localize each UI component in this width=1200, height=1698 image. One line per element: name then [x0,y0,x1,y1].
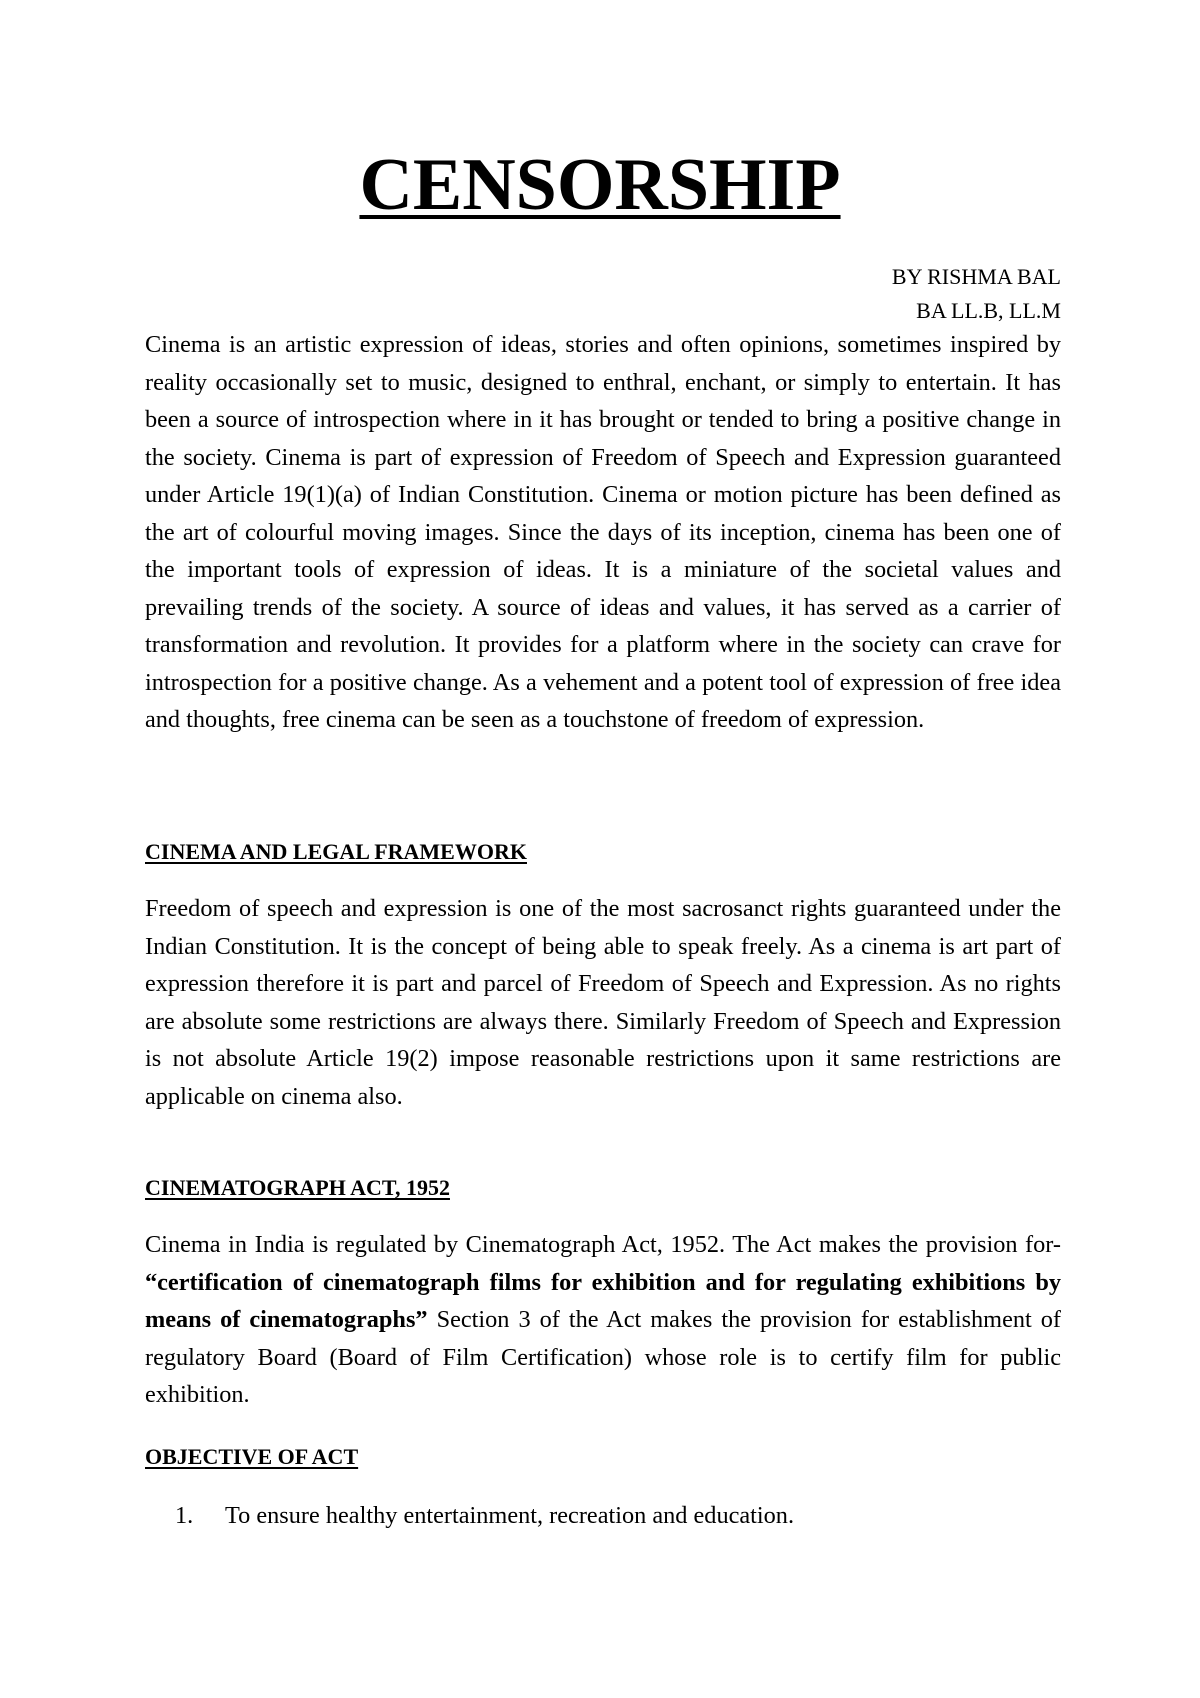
act-quote: “certification of cinematograph films for exhibition and for regulating exhibitions by means of cinematographs” [145,1268,1061,1333]
objectives-list [175,1497,1055,1535]
list-item-number: 1. [175,1502,194,1529]
intro-paragraph: Cinema is an artistic expression of ideas, stories and often opinions, sometimes inspired by reality occasionally set to music, designed to enthral, enchant, or simply to entertain. It has been a source of introspection where in it has brought or tended to bring a positive change in the society. Cinema is part of expression of Freedom of Speech and Expression guaranteed under Article 19(1)(a) of Indian Constitution. Cinema or motion picture has been defined as the art of colourful moving images. Since the days of its inception, cinema has been one of the important tools of expression of ideas. It is a miniature of the societal values and prevailing trends of the society. A source of ideas and values, it has served as a carrier of transformation and revolution. It provides for a platform where in the society can crave for introspection for a positive change. As a vehement and a potent tool of expression of free idea and thoughts, free cinema can be seen as a touchstone of freedom of expression. [145,331,1061,733]
heading-cinematograph-act: CINEMATOGRAPH ACT, 1952 [145,1175,450,1200]
list-item [175,1497,1055,1535]
heading-objective: OBJECTIVE OF ACT [145,1444,359,1469]
author-degrees: BA LL.B, LL.M [916,298,1061,323]
author-name: BY RISHMA BAL [891,264,1061,289]
act-text-part1: Cinema in India is regulated by Cinematograph Act, 1952. The Act makes the provision for- [145,1231,1061,1258]
act-text-part2: Section 3 of the Act makes the provision for establishment of regulatory Board (Board of Film Certification) whose role is to certify film for public exhibition. [145,1306,1061,1408]
cinematograph-act-paragraph [145,1226,1061,1414]
document-title-text: CENSORSHIP [359,144,841,226]
list-item-text: To ensure healthy entertainment, recreation and education. [225,1502,795,1529]
document-title [0,144,1200,226]
heading-legal-framework: CINEMA AND LEGAL FRAMEWORK [145,839,527,864]
legal-framework-paragraph: Freedom of speech and expression is one of the most sacrosanct rights guaranteed under the Indian Constitution. It is the concept of being able to speak freely. As a cinema is art part of expression therefore it is part and parcel of Freedom of Speech and Expression. As no rights are absolute some restrictions are always there. Similarly Freedom of Speech and Expression is not absolute Article 19(2) impose reasonable restrictions upon it same restrictions are applicable on cinema also. [145,895,1061,1110]
